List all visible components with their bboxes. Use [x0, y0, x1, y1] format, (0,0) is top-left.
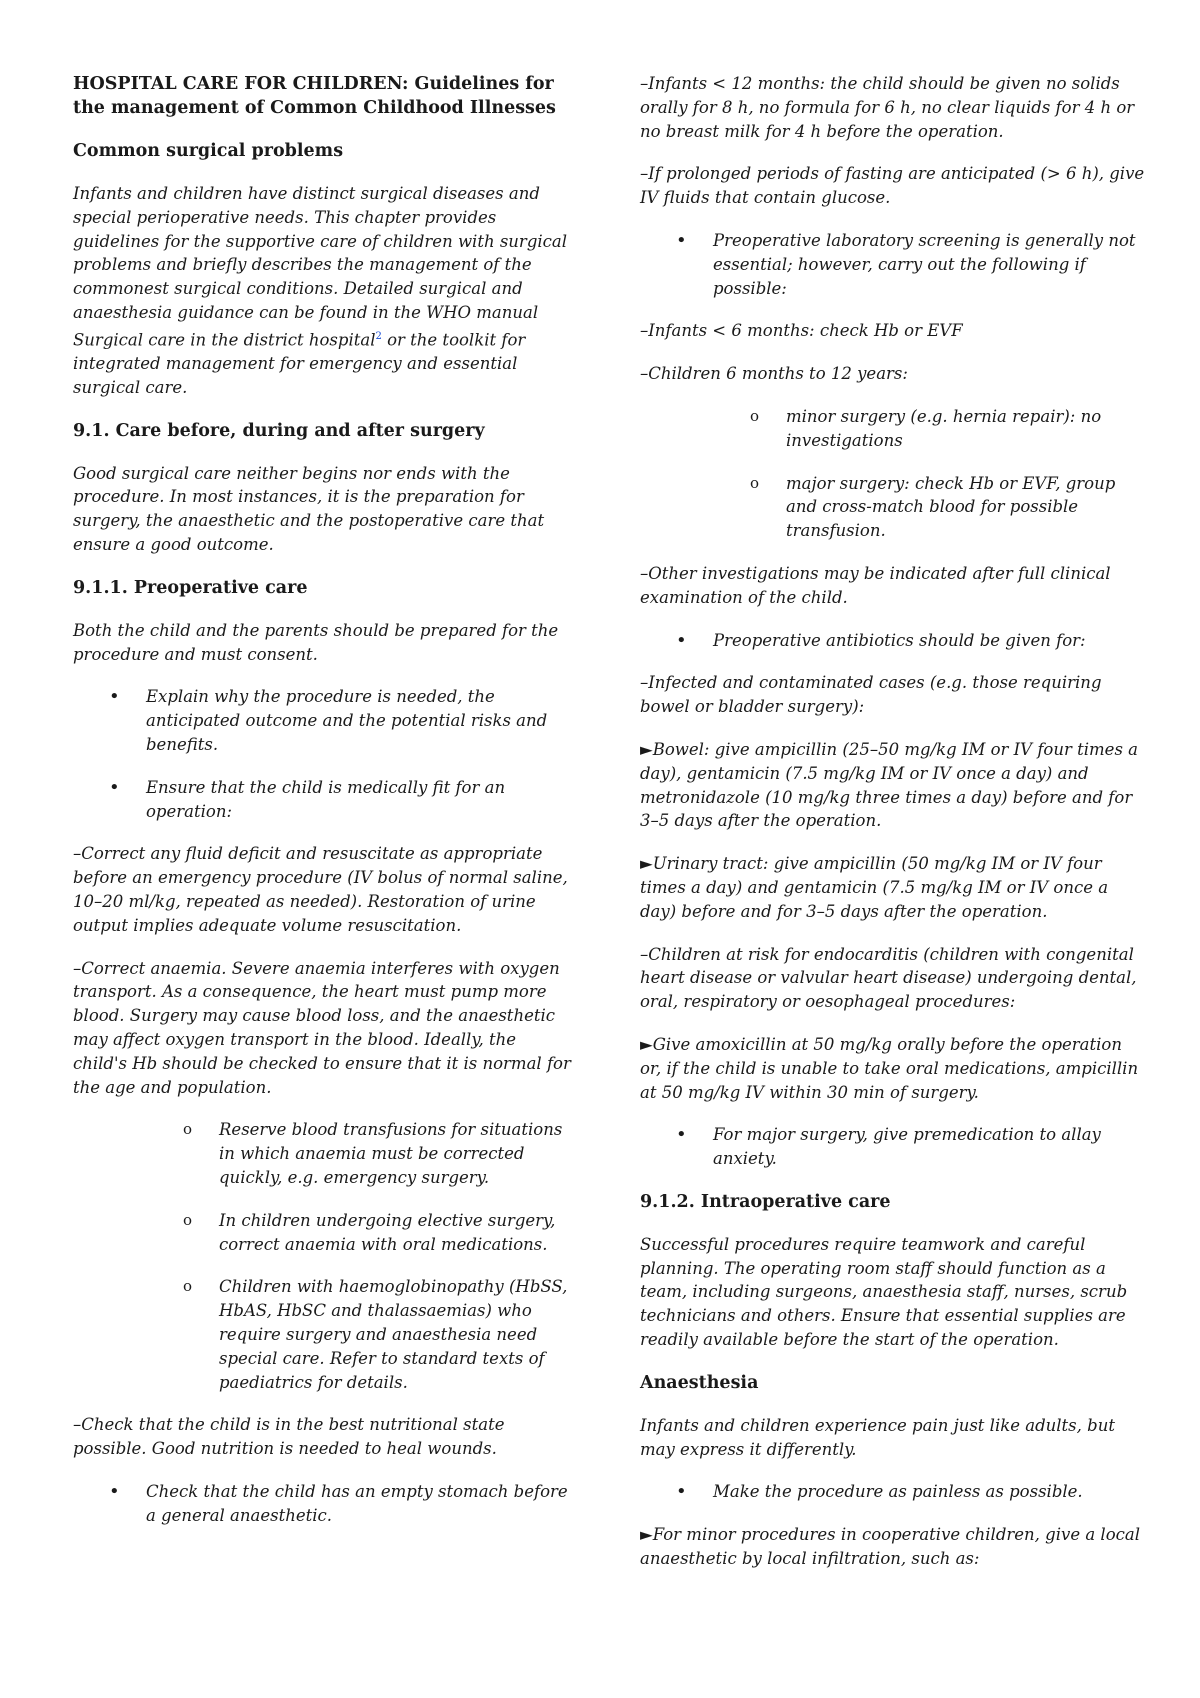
subbullet-major-surgery: o major surgery: check Hb or EVF, group and cross-match blood for possible transfusion.	[640, 472, 1145, 543]
bullet-lab-screening: • Preoperative laboratory screening is generally not essential; however, carry out the following if possible:	[640, 229, 1145, 300]
subbullet-transfusion: o Reserve blood transfusions for situations in which anaemia must be corrected quickly, e.g. emergency surgery.	[73, 1118, 573, 1189]
paragraph-pain: Infants and children experience pain just like adults, but may express it differently.	[640, 1415, 1115, 1459]
bullet-painless: • Make the procedure as painless as possible.	[640, 1480, 1145, 1504]
paragraph-teamwork: Successful procedures require teamwork and careful planning. The operating room staff should function as a team, including surgeons, anaesthesia staff, nurses, scrub technicians and others. Ensure that essential supplies are readily available before the start of the operation.	[640, 1234, 1128, 1350]
paragraph-9-1: Good surgical care neither begins nor ends with the procedure. In most instances, it is the preparation for surgery, the anaesthetic and the postoperative care that ensure a good outcome.	[73, 463, 545, 555]
paragraph-endocarditis: –Children at risk for endocarditis (children with congenital heart disease or valvular heart disease) undergoing dental, oral, respiratory or oesophageal procedures:	[640, 944, 1137, 1012]
bullet-premedication: • For major surgery, give premedication to allay anxiety.	[640, 1123, 1145, 1171]
paragraph-urinary: ►Urinary tract: give ampicillin (50 mg/kg IM or IV four times a day) and gentamicin (7.5 mg/kg IM or IV once a day) before and for 3–5 days after the operation.	[640, 854, 1109, 921]
paragraph-prolonged-fasting: –If prolonged periods of fasting are anticipated (> 6 h), give IV fluids that contain glucose.	[640, 164, 1145, 208]
paragraph-children-age: –Children 6 months to 12 years:	[640, 364, 908, 384]
subbullet-minor-surgery: o minor surgery (e.g. hernia repair): no investigations	[640, 405, 1145, 453]
intro-text-2: or the toolkit for integrated management for emergency and essential surgical care.	[73, 330, 526, 397]
intro-paragraph	[73, 182, 573, 400]
footnote-link[interactable]: 2	[375, 330, 382, 342]
paragraph-infected-cases: –Infected and contaminated cases (e.g. those requiring bowel or bladder surgery):	[640, 673, 1102, 717]
paragraph-amoxicillin: ►Give amoxicillin at 50 mg/kg orally before the operation or, if the child is unable to take oral medications, ampicillin at 50 mg/kg IV within 30 min of surgery.	[640, 1034, 1139, 1102]
heading-9-1-1: 9.1.1. Preoperative care	[73, 577, 308, 598]
right-column	[640, 72, 1145, 1590]
bullet-antibiotics: • Preoperative antibiotics should be given for:	[640, 629, 1145, 653]
paragraph-minor-procedures: ►For minor procedures in cooperative children, give a local anaesthetic by local infiltration, such as:	[640, 1525, 1140, 1569]
paragraph-fluid-deficit: –Correct any fluid deficit and resuscitate as appropriate before an emergency procedure (IV bolus of normal saline, 10–20 ml/kg, repeated as needed). Restoration of urine output implies adequate volume resuscitation.	[73, 844, 568, 935]
subbullet-elective: o In children undergoing elective surgery, correct anaemia with oral medications.	[73, 1209, 573, 1257]
heading-anaesthesia: Anaesthesia	[640, 1372, 759, 1393]
paragraph-infant-fasting: –Infants < 12 months: the child should be given no solids orally for 8 h, no formula for 6 h, no clear liquids for 4 h or no breast milk for 4 h before the operation.	[640, 74, 1135, 141]
bullet-explain: • Explain why the procedure is needed, the anticipated outcome and the potential risks and benefits.	[73, 685, 573, 756]
paragraph-anaemia: –Correct anaemia. Severe anaemia interferes with oxygen transport. As a consequence, the heart must pump more blood. Surgery may cause blood loss, and the anaesthetic may affect oxygen transport in the blood. Ideally, the child's Hb should be checked to ensure that it is normal for the age and population.	[73, 958, 571, 1097]
bullet-empty-stomach: • Check that the child has an empty stomach before a general anaesthetic.	[73, 1480, 573, 1528]
paragraph-bowel: ►Bowel: give ampicillin (25–50 mg/kg IM or IV four times a day), gentamicin (7.5 mg/kg IM or IV once a day) and metronidazole (10 mg/kg three times a day) before and for 3–5 days after the operation.	[640, 739, 1138, 831]
paragraph-consent: Both the child and the parents should be prepared for the procedure and must consent.	[73, 620, 559, 664]
heading-9-1: 9.1. Care before, during and after surgery	[73, 420, 485, 441]
section-heading: Common surgical problems	[73, 141, 344, 161]
heading-9-1-2: 9.1.2. Intraoperative care	[640, 1191, 891, 1212]
document-title: HOSPITAL CARE FOR CHILDREN: Guidelines for the management of Common Childhood Illnesses	[73, 74, 556, 118]
left-column	[73, 72, 573, 1547]
intro-text-1: Infants and children have distinct surgical diseases and special perioperative needs. This chapter provides guidelines for the supportive care of children with surgical problems and briefly describes the management of the commonest surgical conditions. Detailed surgical and anaesthesia guidance can be found in the WHO manual Surgical care in the district hospital	[73, 184, 568, 350]
bullet-medically-fit: • Ensure that the child is medically fit for an operation:	[73, 776, 573, 824]
subbullet-haemoglobinopathy: o Children with haemoglobinopathy (HbSS, HbAS, HbSC and thalassaemias) who require surgery and anaesthesia need special care. Refer to standard texts of paediatrics for details.	[73, 1275, 573, 1394]
paragraph-other-investigations: –Other investigations may be indicated after full clinical examination of the child.	[640, 563, 1111, 607]
paragraph-infants-hb: –Infants < 6 months: check Hb or EVF	[640, 321, 963, 341]
paragraph-nutrition: –Check that the child is in the best nutritional state possible. Good nutrition is needed to heal wounds.	[73, 1415, 505, 1459]
